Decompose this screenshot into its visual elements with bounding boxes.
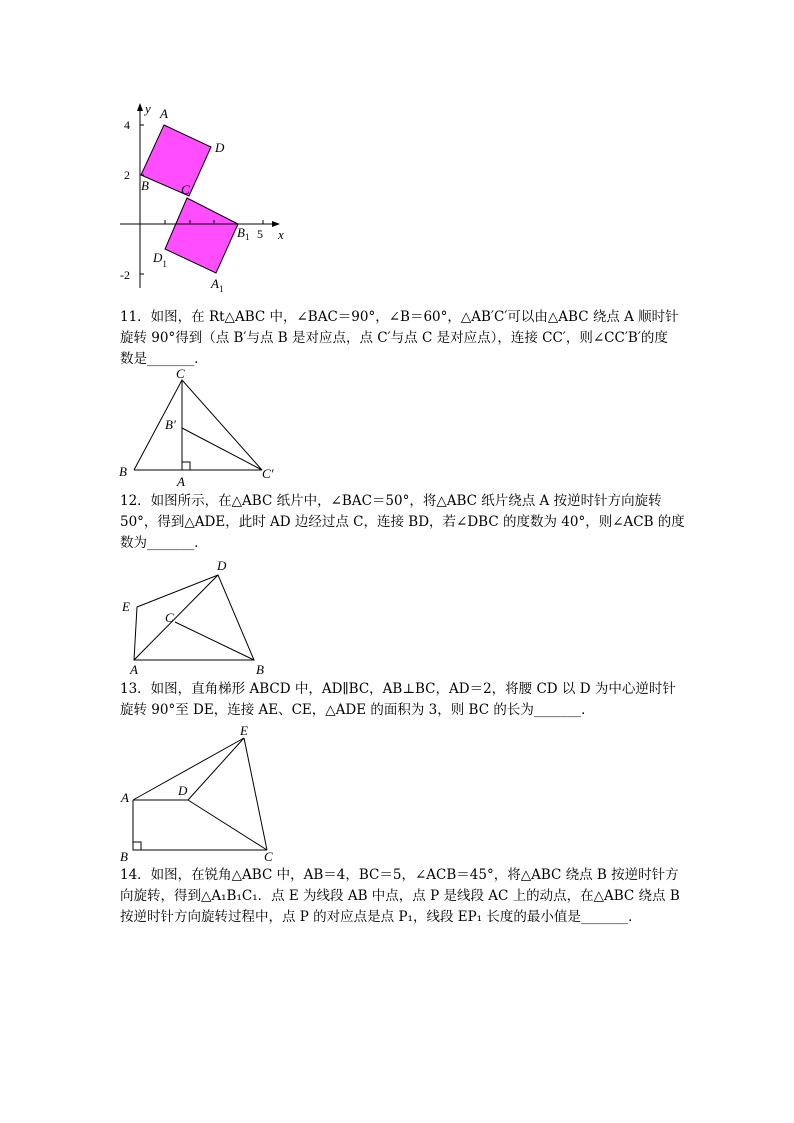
question-14-line-3: 按逆时针方向旋转过程中，点 P 的对应点是点 P₁，线段 EP₁ 长度的最小值是_______． [120,909,642,925]
outline-a-e-d-b [134,575,254,660]
point-label-b: B [141,178,149,193]
point-label-a1 [210,276,223,294]
point-label-c: C [264,849,273,864]
point-label-e: E [122,599,130,614]
question-13-text [120,679,680,721]
point-label-c-prime: C′ [262,466,274,481]
point-label-d: D [215,140,225,155]
point-label-d1-letter: D [153,250,163,265]
y-tick-label-neg2: -2 [120,268,130,282]
point-label-a1-letter: A [211,276,219,291]
square-abcd [141,125,211,196]
question-12-text [120,491,685,554]
point-label-a1-sub: 1 [218,284,224,294]
question-12-line-3: 数为_______． [120,535,208,551]
point-label-b1-letter: B [237,225,245,240]
segment-de [188,738,244,800]
segment-ad [134,575,218,660]
point-label-a: A [121,790,129,805]
point-label-b: B [119,464,127,479]
question-11-text [120,307,680,370]
point-label-b: B [256,662,264,676]
point-label-a: A [130,662,138,676]
segment-bc [175,622,254,660]
question-12-line-2: 50°，得到△ADE，此时 AD 边经过点 C，连接 BD，若∠DBC 的度数为 40°，则∠ACB 的度 [120,514,685,530]
question-11-line-2: 旋转 90°得到（点 B′与点 B 是对应点，点 C′与点 C 是对应点），连接 CC′，则∠CC′B′的度 [120,330,668,346]
figure-12-quadrilateral [110,556,280,676]
question-11-line-1: 11．如图，在 Rt△ABC 中，∠BAC＝90°，∠B＝60°，△AB′C′可以由△ABC 绕点 A 顺时针 [120,309,679,325]
square-cb1a1d1 [165,198,238,273]
figure-13-trapezoid [110,722,280,864]
question-14-line-1: 14．如图，在锐角△ABC 中，AB＝4，BC＝5，∠ACB＝45°，将△ABC 绕点 B 按逆时针方 [120,867,679,883]
right-angle-mark [182,462,190,470]
triangle-bcc-outline [134,380,262,470]
point-label-a: A [160,106,168,121]
x-axis-label: x [278,227,284,242]
figure-10-coordinate-plane [110,98,300,298]
point-label-d1 [152,250,167,269]
point-label-d1-sub: 1 [162,259,167,269]
figure-11-triangle [110,366,290,490]
point-label-b: B [120,849,128,864]
segment-ec [244,738,267,850]
point-label-c: C [165,610,174,625]
point-label-b-prime: B′ [165,417,176,432]
segment-dc [188,800,267,850]
point-label-e: E [240,723,248,738]
point-label-c: C [181,182,190,197]
y-tick-label-2: 2 [124,168,130,182]
segment-ae [133,738,244,800]
y-tick-label-4: 4 [124,118,130,132]
y-axis-arrow [137,103,143,111]
question-14-text [120,865,680,928]
segment-b-prime-c-prime [182,428,262,470]
question-14-line-2: 向旋转，得到△A₁B₁C₁．点 E 为线段 AB 中点，点 P 是线段 AC 上的动点，在△ABC 绕点 B [120,888,680,904]
y-axis-label: y [145,101,151,116]
square-cb1a1d1-shape [165,198,238,273]
point-label-d: D [217,558,227,573]
right-angle-mark [133,842,141,850]
question-13-line-2: 旋转 90°至 DE，连接 AE、CE，△ADE 的面积为 3，则 BC 的长为_______． [120,702,595,718]
question-11-line-3: 数是_______． [120,351,208,367]
x-tick-label-5: 5 [257,227,263,241]
point-label-d: D [178,783,188,798]
point-label-a: A [177,474,185,489]
square-abcd-shape [141,125,211,196]
point-label-b1-sub: 1 [244,232,250,242]
question-12-line-1: 12．如图所示，在△ABC 纸片中，∠BAC＝50°，将△ABC 纸片绕点 A 按逆时针方向旋转 [120,493,662,509]
point-label-b1 [237,225,249,242]
point-label-c: C [176,366,185,381]
question-13-line-1: 13．如图，直角梯形 ABCD 中，AD∥BC，AB⊥BC，AD＝2，将腰 CD 以 D 为中心逆时针 [120,681,676,697]
